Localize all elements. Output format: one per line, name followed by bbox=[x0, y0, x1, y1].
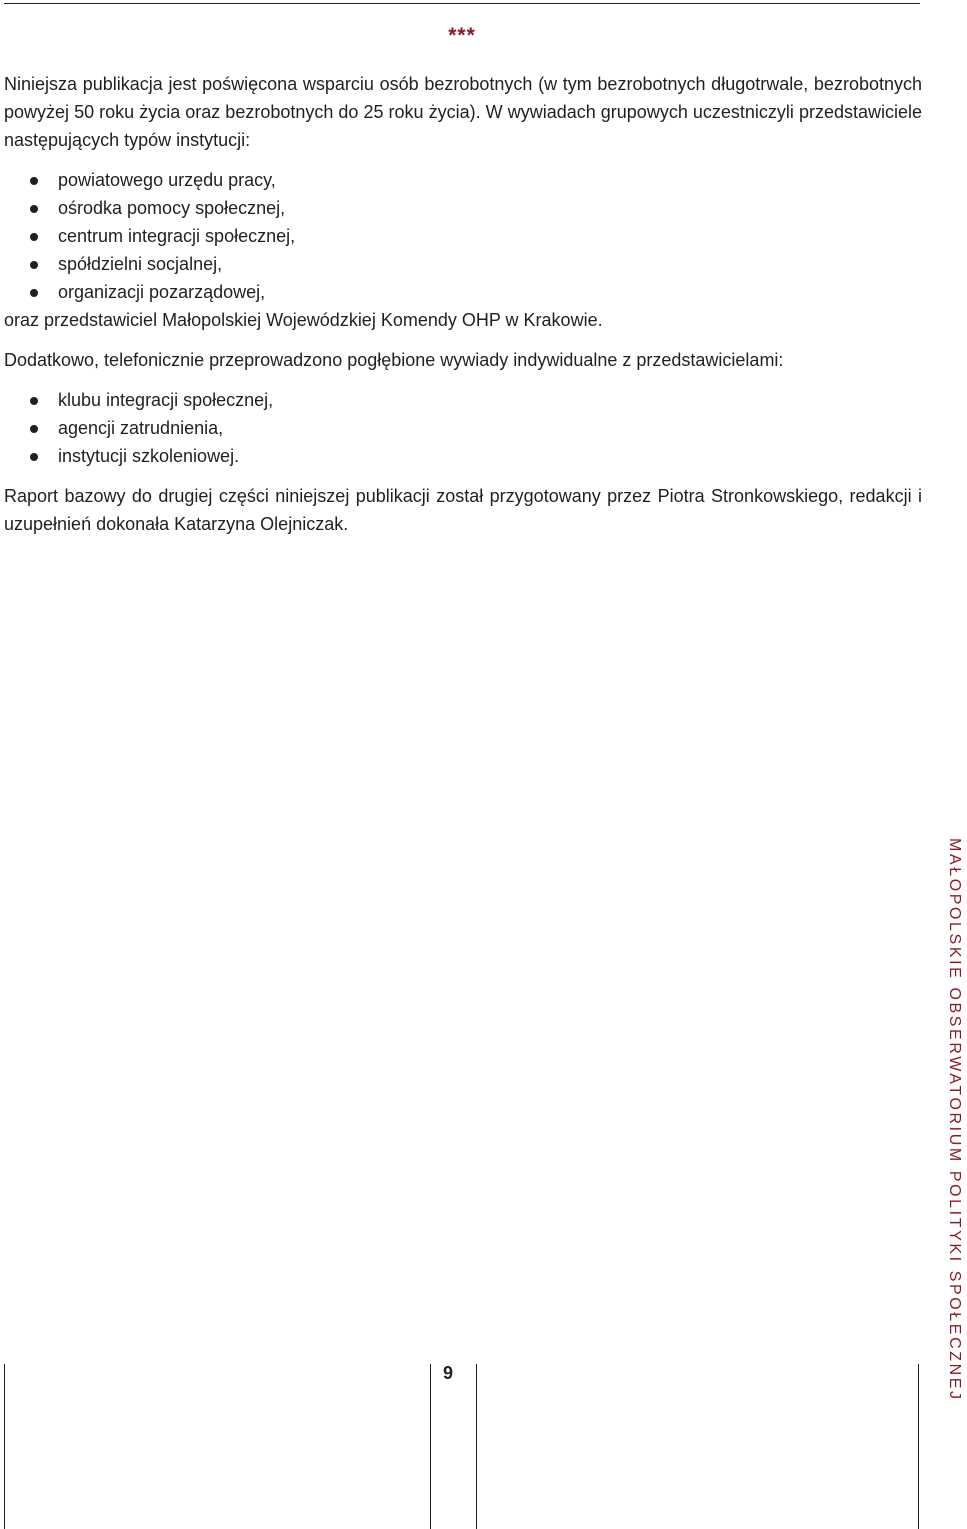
list-item bbox=[4, 222, 922, 250]
top-rule bbox=[4, 3, 920, 4]
footer-rule-left bbox=[4, 1364, 5, 1529]
bullet-icon bbox=[30, 261, 38, 269]
list-item-text: agencji zatrudnienia, bbox=[58, 418, 224, 438]
list-item bbox=[4, 166, 922, 194]
individual-interviews-list bbox=[4, 386, 922, 470]
list-item bbox=[4, 194, 922, 222]
bullet-icon bbox=[30, 289, 38, 297]
bullet-icon bbox=[30, 453, 38, 461]
list-item bbox=[4, 414, 922, 442]
bullet-icon bbox=[30, 205, 38, 213]
page-number: 9 bbox=[442, 1363, 453, 1383]
running-title-text: MAŁOPOLSKIE OBSERWATORIUM POLITYKI SPOŁECZNEJ bbox=[946, 838, 963, 1402]
raport-paragraph: Raport bazowy do drugiej części niniejszej publikacji został przygotowany przez Piotra Stronkowskiego, redakcji i uzupełnień dokonała Katarzyna Olejniczak. bbox=[4, 486, 922, 534]
list-item bbox=[4, 250, 922, 278]
bullet-icon bbox=[30, 397, 38, 405]
side-running-title bbox=[941, 838, 967, 1402]
list-item-text: powiatowego urzędu pracy, bbox=[58, 170, 276, 190]
section-ornament: *** bbox=[448, 24, 476, 47]
list-item-text: instytucji szkoleniowej. bbox=[58, 446, 240, 466]
list-item-text: klubu integracji społecznej, bbox=[58, 390, 274, 410]
ohp-note: oraz przedstawiciel Małopolskiej Wojewódzkiej Komendy OHP w Krakowie. bbox=[4, 310, 603, 330]
list-item bbox=[4, 442, 922, 470]
list-item bbox=[4, 278, 922, 306]
footer-rule-page-left bbox=[430, 1364, 431, 1529]
list-item-text: spółdzielni socjalnej, bbox=[58, 254, 223, 274]
list-item-text: organizacji pozarządowej, bbox=[58, 282, 266, 302]
group-institutions-list bbox=[4, 166, 922, 306]
intro-paragraph: Niniejsza publikacja jest poświęcona wsparciu osób bezrobotnych (w tym bezrobotnych długotrwale, bezrobotnych powyżej 50 roku życia oraz bezrobotnych do 25 roku życia). W wywiadach grupowych uczestniczyli przedstawiciele następujących typów instytucji: bbox=[4, 74, 922, 150]
footer-rule-right bbox=[918, 1364, 919, 1529]
bullet-icon bbox=[30, 425, 38, 433]
bullet-icon bbox=[30, 177, 38, 185]
footer-rule-page-right bbox=[476, 1364, 477, 1529]
list-item-text: ośrodka pomocy społecznej, bbox=[58, 198, 286, 218]
page-content bbox=[4, 70, 922, 538]
list-item bbox=[4, 386, 922, 414]
phone-interviews-paragraph: Dodatkowo, telefonicznie przeprowadzono pogłębione wywiady indywidualne z przedstawicielami: bbox=[4, 350, 784, 370]
bullet-icon bbox=[30, 233, 38, 241]
list-item-text: centrum integracji społecznej, bbox=[58, 226, 296, 246]
